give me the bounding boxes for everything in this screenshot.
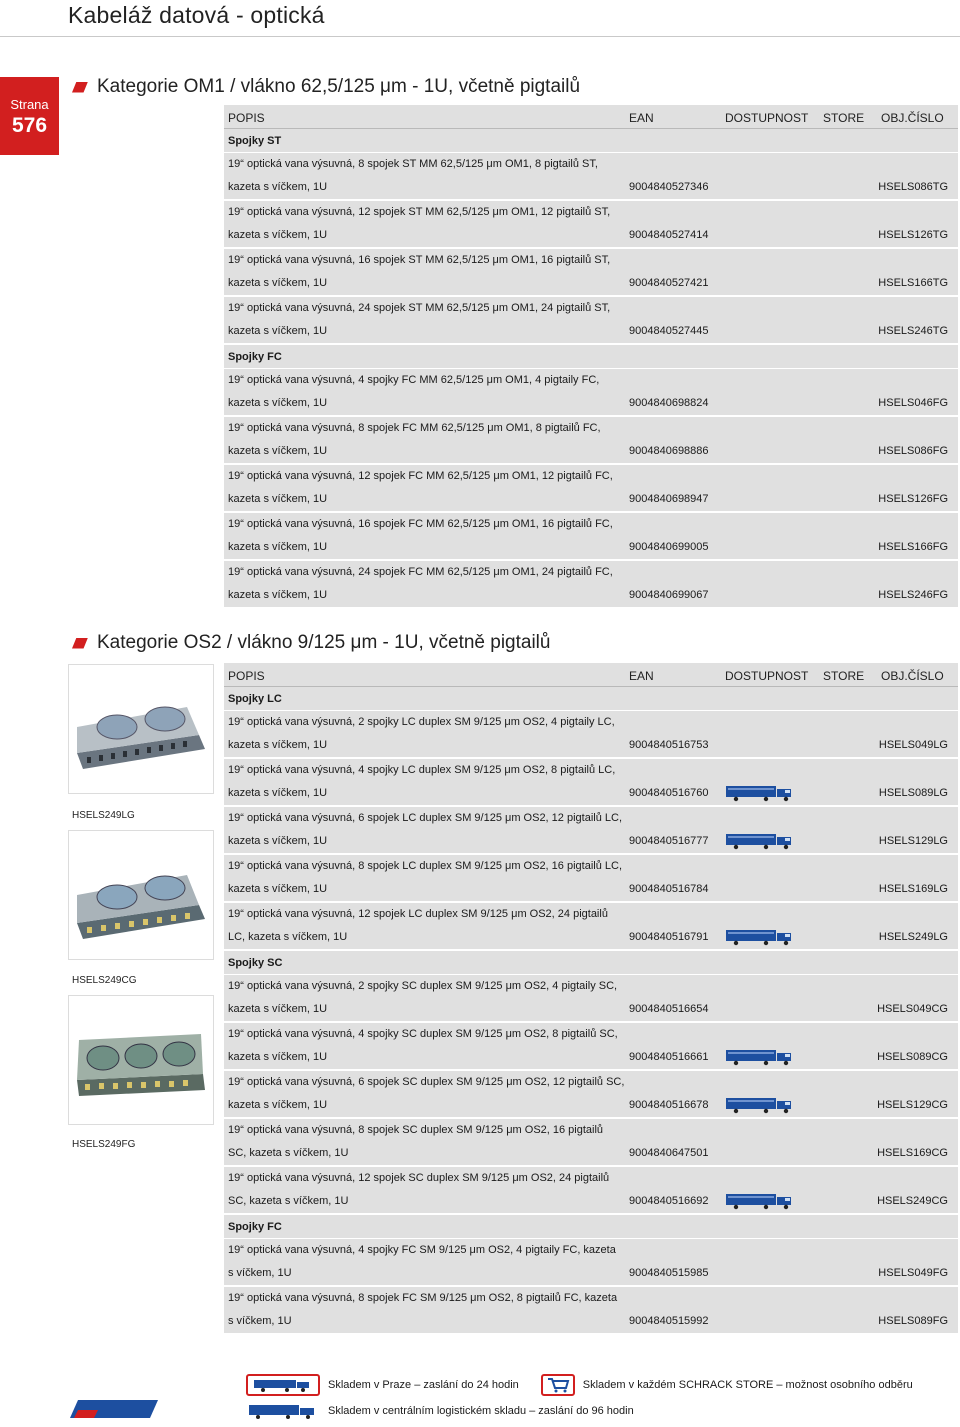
table-body [224,687,958,1335]
product-image-lc [68,664,214,794]
table-row [224,975,958,1023]
row-description-line1: 19“ optická vana výsuvná, 12 spojek ST MM 62,5/125 μm OM1, 12 pigtailů ST, [228,206,611,218]
row-description-line1: 19“ optická vana výsuvná, 8 spojek LC duplex SM 9/125 μm OS2, 16 pigtailů LC, [228,860,622,872]
row-ean: 9004840516784 [629,883,709,895]
table-row [224,1071,958,1119]
group-row [224,129,958,153]
row-description-line1: 19“ optická vana výsuvná, 6 spojek SC duplex SM 9/125 μm OS2, 12 pigtailů SC, [228,1076,625,1088]
table-row [224,711,958,759]
truck-icon [724,926,796,949]
truck-icon [724,1094,796,1117]
row-order-number: HSELS126TG [878,229,948,241]
row-order-number: HSELS169CG [877,1147,948,1159]
row-description-line2: kazeta s víčkem, 1U [228,883,328,895]
row-description-line1: 19“ optická vana výsuvná, 16 spojek ST MM 62,5/125 μm OM1, 16 pigtailů ST, [228,254,611,266]
row-order-number: HSELS166TG [878,277,948,289]
group-title: Spojky SC [228,957,283,969]
row-description-line1: 19“ optická vana výsuvná, 2 spojky LC duplex SM 9/125 μm OS2, 4 pigtaily LC, [228,716,615,728]
row-description-line1: 19“ optická vana výsuvná, 4 spojky LC duplex SM 9/125 μm OS2, 8 pigtailů LC, [228,764,616,776]
legend-central-text: Skladem v centrálním logistickém skladu – zaslání do 96 hodin [328,1405,634,1417]
table-row [224,1239,958,1287]
row-description-line2: s víčkem, 1U [228,1267,292,1279]
row-description-line1: 19“ optická vana výsuvná, 8 spojek SC duplex SM 9/125 μm OS2, 16 pigtailů [228,1124,604,1136]
row-description-line1: 19“ optická vana výsuvná, 12 spojek FC MM 62,5/125 μm OM1, 12 pigtailů FC, [228,470,613,482]
product-image-sc-label: HSELS249CG [72,975,137,986]
truck-icon [246,1400,320,1422]
row-order-number: HSELS249CG [877,1195,948,1207]
table-row [224,153,958,201]
page-title: Kabeláž datová - optická [68,2,325,28]
row-order-number: HSELS046FG [878,397,948,409]
row-ean: 9004840516654 [629,1003,709,1015]
section-om1-heading [72,76,580,98]
row-description-line2: SC, kazeta s víčkem, 1U [228,1147,349,1159]
row-description-line2: kazeta s víčkem, 1U [228,1003,328,1015]
group-row [224,1215,958,1239]
row-description-line1: 19“ optická vana výsuvná, 8 spojek FC SM 9/125 μm OS2, 8 pigtailů FC, kazeta [228,1292,618,1304]
row-description-line1: 19“ optická vana výsuvná, 4 spojky FC SM 9/125 μm OS2, 4 pigtaily FC, kazeta [228,1244,616,1256]
row-ean: 9004840527445 [629,325,709,337]
table-row [224,369,958,417]
section-marker-icon [72,638,88,649]
table-os2 [224,663,958,1335]
section-os2-heading [72,632,550,654]
col-ean: EAN [629,111,654,125]
table-row [224,1119,958,1167]
row-description-line2: kazeta s víčkem, 1U [228,325,328,337]
row-order-number: HSELS086TG [878,181,948,193]
row-description-line2: kazeta s víčkem, 1U [228,277,328,289]
table-row [224,417,958,465]
row-description-line1: 19“ optická vana výsuvná, 16 spojek FC MM 62,5/125 μm OM1, 16 pigtailů FC, [228,518,613,530]
truck-icon [724,782,796,805]
row-description-line2: kazeta s víčkem, 1U [228,835,328,847]
row-order-number: HSELS049LG [878,739,948,751]
section-os2-title: Kategorie OS2 / vlákno 9/125 μm - 1U, včetně pigtailů [97,632,551,653]
row-description-line2: kazeta s víčkem, 1U [228,397,328,409]
row-ean: 9004840527346 [629,181,709,193]
table-om1 [224,105,958,609]
row-description-line1: 19“ optická vana výsuvná, 6 spojek LC duplex SM 9/125 μm OS2, 12 pigtailů LC, [228,812,622,824]
truck-icon [724,1190,796,1213]
section-om1-title: Kategorie OM1 / vlákno 62,5/125 μm - 1U, včetně pigtailů [97,76,581,97]
col-ean: EAN [629,669,654,683]
row-description-line2: kazeta s víčkem, 1U [228,1099,328,1111]
table-row [224,1023,958,1071]
product-image-sc [68,830,214,960]
row-ean: 9004840516678 [629,1099,709,1111]
legend-central [246,1400,634,1422]
row-order-number: HSELS169LG [878,883,948,895]
row-ean: 9004840698886 [629,445,709,457]
table-row [224,759,958,807]
row-description-line2: kazeta s víčkem, 1U [228,229,328,241]
row-order-number: HSELS129CG [877,1099,948,1111]
product-image-lc-label: HSELS249LG [72,810,135,821]
product-image-fc-label: HSELS249FG [72,1139,136,1150]
table-row [224,513,958,561]
row-ean: 9004840698947 [629,493,709,505]
row-order-number: HSELS126FG [878,493,948,505]
row-order-number: HSELS089CG [877,1051,948,1063]
section-marker-icon [72,82,88,93]
row-order-number: HSELS089LG [878,787,948,799]
row-ean: 9004840516791 [629,931,709,943]
truck-icon [246,1374,320,1396]
row-ean: 9004840698824 [629,397,709,409]
table-row [224,855,958,903]
row-description-line2: kazeta s víčkem, 1U [228,493,328,505]
row-ean: 9004840516661 [629,1051,709,1063]
title-rule [0,36,960,37]
col-popis: POPIS [228,669,265,683]
row-order-number: HSELS246FG [878,589,948,601]
schrack-logo [68,1398,160,1422]
row-description-line1: 19“ optická vana výsuvná, 24 spojek ST MM 62,5/125 μm OM1, 24 pigtailů ST, [228,302,611,314]
table-header [224,663,958,687]
row-description-line2: kazeta s víčkem, 1U [228,541,328,553]
legend-praha-text: Skladem v Praze – zaslání do 24 hodin [328,1379,519,1391]
row-description-line1: 19“ optická vana výsuvná, 4 spojky SC duplex SM 9/125 μm OS2, 8 pigtailů SC, [228,1028,618,1040]
table-header [224,105,958,129]
col-dostupnost: DOSTUPNOST [725,111,809,125]
truck-icon [724,830,796,853]
table-body [224,129,958,609]
row-description-line1: 19“ optická vana výsuvná, 8 spojek ST MM 62,5/125 μm OM1, 8 pigtailů ST, [228,158,598,170]
row-order-number: HSELS049FG [878,1267,948,1279]
row-description-line2: kazeta s víčkem, 1U [228,1051,328,1063]
col-popis: POPIS [228,111,265,125]
row-description-line2: kazeta s víčkem, 1U [228,787,328,799]
row-description-line1: 19“ optická vana výsuvná, 12 spojek LC duplex SM 9/125 μm OS2, 24 pigtailů [228,908,608,920]
row-ean: 9004840515992 [629,1315,709,1327]
truck-icon [724,1046,796,1069]
table-row [224,903,958,951]
page-tab [0,77,59,155]
group-row [224,345,958,369]
legend-store-text: Skladem v každém SCHRACK STORE – možnost osobního odběru [582,1379,913,1391]
col-obj: OBJ.ČÍSLO [881,111,944,125]
col-obj: OBJ.ČÍSLO [881,669,944,683]
row-order-number: HSELS049CG [877,1003,948,1015]
row-ean: 9004840516760 [629,787,709,799]
row-description-line2: LC, kazeta s víčkem, 1U [228,931,348,943]
row-description-line2: kazeta s víčkem, 1U [228,589,328,601]
row-ean: 9004840527421 [629,277,709,289]
table-row [224,201,958,249]
row-description-line2: kazeta s víčkem, 1U [228,739,328,751]
table-row [224,297,958,345]
row-ean: 9004840516692 [629,1195,709,1207]
group-row [224,951,958,975]
row-ean: 9004840699067 [629,589,709,601]
group-title: Spojky FC [228,351,282,363]
cart-icon [541,1374,575,1396]
legend-praha [246,1374,913,1396]
row-order-number: HSELS089FG [878,1315,948,1327]
page-number: 576 [11,114,48,137]
product-image-fc [68,995,214,1125]
group-title: Spojky FC [228,1221,282,1233]
row-description-line1: 19“ optická vana výsuvná, 12 spojek SC duplex SM 9/125 μm OS2, 24 pigtailů [228,1172,610,1184]
table-row [224,1167,958,1215]
row-description-line2: kazeta s víčkem, 1U [228,445,328,457]
row-ean: 9004840515985 [629,1267,709,1279]
col-store: STORE [823,111,865,125]
table-row [224,249,958,297]
group-title: Spojky LC [228,693,282,705]
row-description-line2: s víčkem, 1U [228,1315,292,1327]
group-row [224,687,958,711]
row-description-line2: SC, kazeta s víčkem, 1U [228,1195,349,1207]
row-description-line2: kazeta s víčkem, 1U [228,181,328,193]
table-row [224,1287,958,1335]
row-order-number: HSELS086FG [878,445,948,457]
group-title: Spojky ST [228,135,282,147]
table-row [224,465,958,513]
row-description-line1: 19“ optická vana výsuvná, 2 spojky SC duplex SM 9/125 μm OS2, 4 pigtaily SC, [228,980,618,992]
row-order-number: HSELS129LG [878,835,948,847]
row-ean: 9004840527414 [629,229,709,241]
col-store: STORE [823,669,865,683]
row-order-number: HSELS246TG [878,325,948,337]
row-order-number: HSELS166FG [878,541,948,553]
row-ean: 9004840699005 [629,541,709,553]
col-dostupnost: DOSTUPNOST [725,669,809,683]
row-ean: 9004840647501 [629,1147,709,1159]
row-description-line1: 19“ optická vana výsuvná, 24 spojek FC MM 62,5/125 μm OM1, 24 pigtailů FC, [228,566,613,578]
table-row [224,807,958,855]
table-row [224,561,958,609]
row-ean: 9004840516753 [629,739,709,751]
row-description-line1: 19“ optická vana výsuvná, 8 spojek FC MM 62,5/125 μm OM1, 8 pigtailů FC, [228,422,601,434]
row-ean: 9004840516777 [629,835,709,847]
row-description-line1: 19“ optická vana výsuvná, 4 spojky FC MM 62,5/125 μm OM1, 4 pigtaily FC, [228,374,600,386]
page-tab-label: Strana [10,97,49,112]
row-order-number: HSELS249LG [878,931,948,943]
